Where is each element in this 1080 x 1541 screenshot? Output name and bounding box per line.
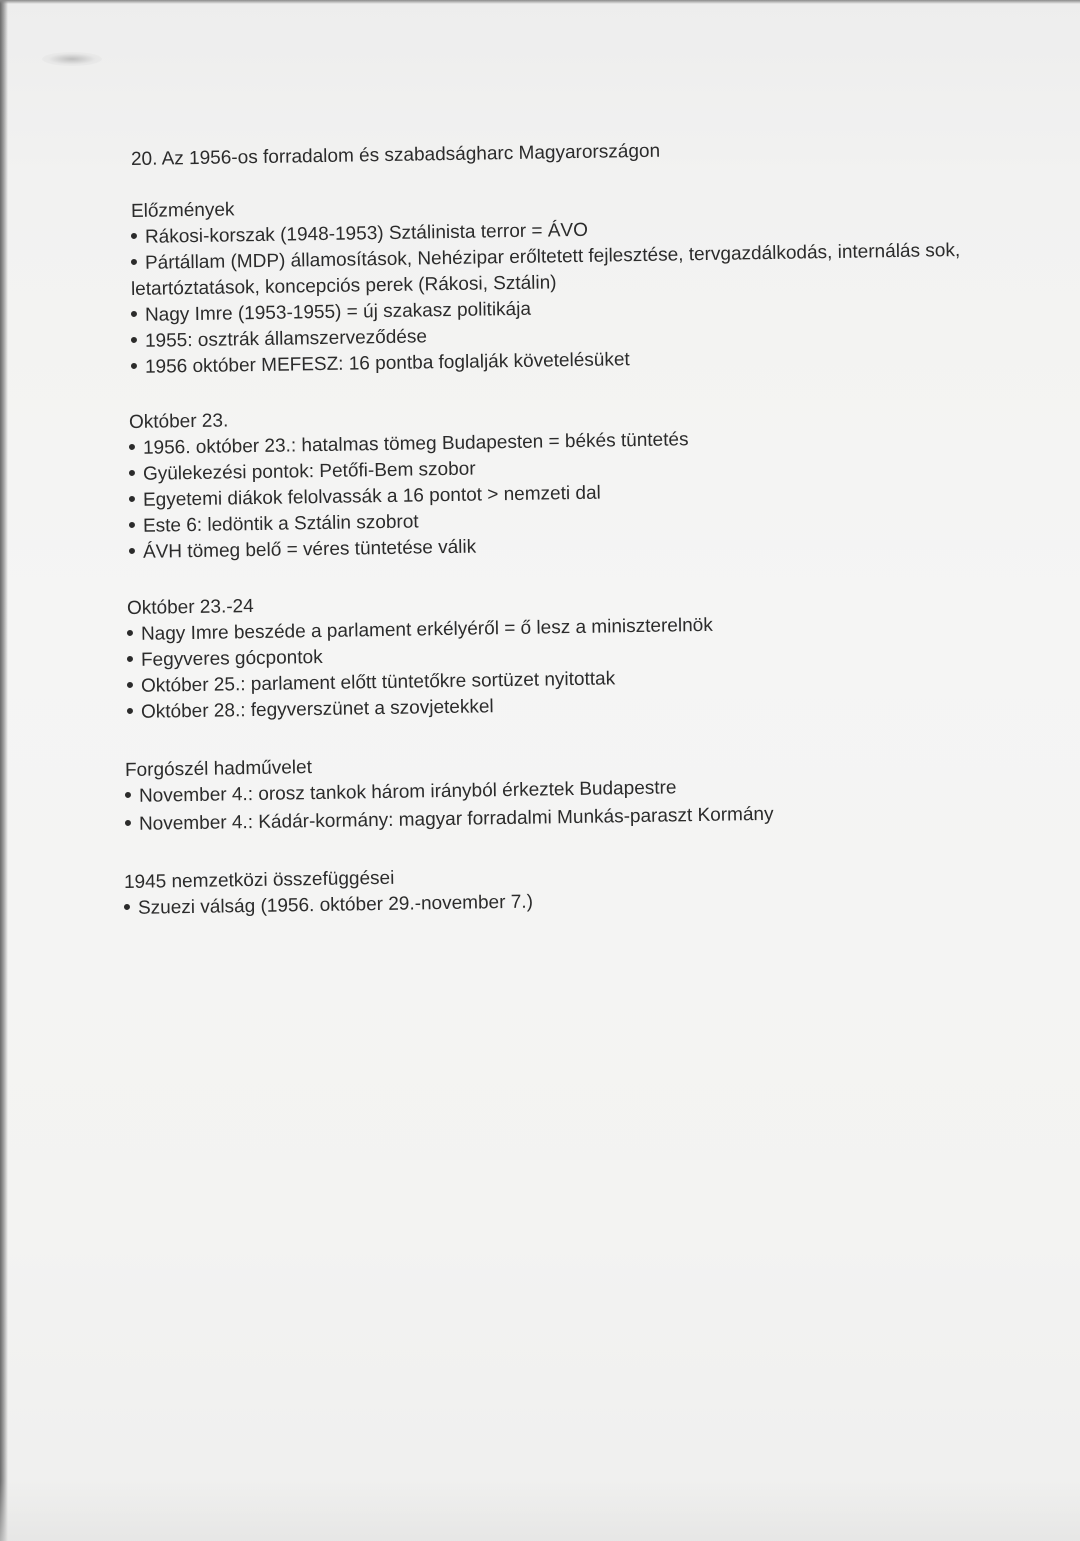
- bullet-icon: [125, 820, 131, 826]
- list-item: Este 6: ledöntik a Sztálin szobrot: [129, 509, 419, 540]
- list-item: Nagy Imre (1953-1955) = új szakasz politikája: [131, 297, 531, 329]
- bullet-icon: [131, 233, 137, 239]
- list-item-continuation: letartóztatások, koncepciós perek (Rákosi, Sztálin): [130, 272, 557, 300]
- list-item: 1956 október MEFESZ: 16 pontba foglalják követelésüket: [131, 347, 630, 381]
- bullet-icon: [129, 470, 135, 476]
- list-item: Gyülekezési pontok: Petőfi-Bem szobor: [129, 457, 476, 488]
- list-item: Pártállam (MDP) államosítások, Nehézipar erőltetett fejlesztése, tervgazdálkodás, internálás sok,: [131, 238, 961, 277]
- bullet-icon: [129, 522, 135, 528]
- bullet-icon: [127, 682, 133, 688]
- bullet-icon: [127, 656, 133, 662]
- bullet-icon: [129, 496, 135, 502]
- bullet-icon: [129, 444, 135, 450]
- bullet-icon: [131, 363, 137, 369]
- list-item: ÁVH tömeg belő = véres tüntetése válik: [129, 535, 477, 566]
- bullet-icon: [131, 337, 137, 343]
- bullet-icon: [125, 792, 131, 798]
- bullet-icon: [131, 259, 137, 265]
- bullet-icon: [131, 311, 137, 317]
- list-item: 1955: osztrák államszerveződése: [131, 324, 427, 355]
- list-item: Szuezi válság (1956. október 29.-november 7.): [124, 890, 533, 922]
- bullet-icon: [127, 708, 133, 714]
- list-item: Fegyveres gócpontok: [127, 645, 323, 674]
- list-item: 1956. október 23.: hatalmas tömeg Budapesten = békés tüntetés: [129, 427, 689, 462]
- section-heading-elozmenyek: Előzmények: [130, 199, 235, 222]
- bullet-icon: [127, 630, 133, 636]
- section-heading-forgoszel: Forgószél hadművelet: [124, 757, 313, 781]
- bullet-icon: [129, 548, 135, 554]
- list-item: Nagy Imre beszéde a parlament erkélyéről = ő lesz a miniszterelnök: [127, 613, 713, 648]
- bullet-icon: [124, 904, 130, 910]
- list-item: Rákosi-korszak (1948-1953) Sztálinista terror = ÁVO: [131, 218, 588, 251]
- section-heading-nemzetkozi: 1945 nemzetközi összefüggései: [123, 867, 395, 893]
- document-title: 20. Az 1956-os forradalom és szabadságharc Magyarországon: [130, 140, 661, 170]
- list-item: Október 28.: fegyverszünet a szovjetekkel: [127, 694, 494, 726]
- section-heading-oktober-23-24: Október 23.-24: [126, 596, 254, 619]
- list-item: Egyetemi diákok felolvassák a 16 pontot > nemzeti dal: [129, 481, 601, 514]
- list-item: November 4.: orosz tankok három irányból érkeztek Budapestre: [125, 775, 677, 810]
- list-item: Október 25.: parlament előtt tüntetőkre sortüzet nyitottak: [127, 666, 616, 700]
- list-item: November 4.: Kádár-kormány: magyar forradalmi Munkás-paraszt Kormány: [125, 802, 774, 838]
- section-heading-oktober-23: Október 23.: [128, 410, 229, 433]
